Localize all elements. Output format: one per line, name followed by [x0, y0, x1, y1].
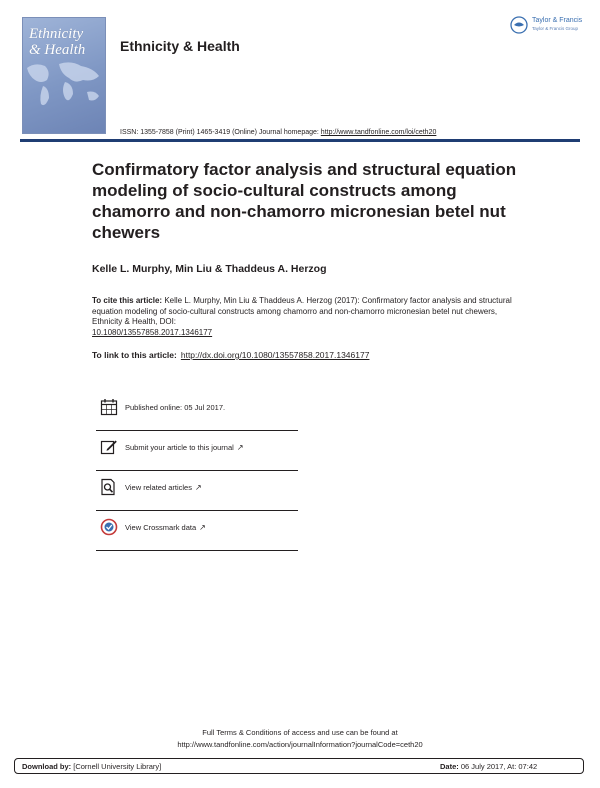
issn-line	[120, 129, 436, 136]
publisher-logo-subtext: Taylor & Francis Group	[532, 26, 579, 31]
crossmark-row[interactable]	[96, 511, 298, 551]
external-link-icon: ↗	[194, 483, 202, 492]
downloaded-by: Download by: [Cornell University Library]	[22, 762, 162, 771]
crossmark-link[interactable]: View Crossmark data ↗	[125, 523, 206, 532]
submit-edit-icon	[100, 438, 118, 456]
journal-name: Ethnicity & Health	[120, 38, 240, 54]
publisher-logo[interactable]	[510, 16, 584, 38]
published-online-text: Published online: 05 Jul 2017.	[125, 403, 226, 412]
download-date: Date: 06 July 2017, At: 07:42	[440, 762, 538, 771]
submit-article-link[interactable]: Submit your article to this journal ↗	[125, 443, 244, 452]
crossmark-icon	[100, 518, 118, 536]
citation-text: Kelle L. Murphy, Min Liu & Thaddeus A. Herzog (2017): Confirmatory factor analysis and structural equation modeling of socio-cultural constructs among chamorro and non-chamorro micronesian betel nut chewers, Ethnicity & Health, DOI:	[92, 296, 512, 326]
article-link-line	[92, 350, 369, 360]
published-online-row	[96, 391, 298, 431]
taylor-francis-logo-icon	[510, 16, 528, 34]
external-link-icon: ↗	[199, 523, 206, 532]
citation-doi-link[interactable]: 10.1080/13557858.2017.1346177	[92, 327, 213, 337]
related-articles-link[interactable]: View related articles ↗	[125, 483, 202, 492]
article-link-label: To link to this article:	[92, 350, 177, 360]
terms-line-1: Full Terms & Conditions of access and use can be found at	[202, 728, 398, 737]
article-title: Confirmatory factor analysis and structural equation modeling of socio-cultural constructs among chamorro and non-chamorro micronesian betel nut chewers	[92, 160, 517, 242]
citation-label: To cite this article:	[92, 296, 163, 305]
related-articles-search-icon	[100, 478, 118, 496]
cover-title: Ethnicity & Health	[29, 26, 86, 58]
article-authors: Kelle L. Murphy, Min Liu & Thaddeus A. Herzog	[92, 263, 327, 275]
related-articles-row[interactable]	[96, 471, 298, 511]
external-link-icon: ↗	[236, 443, 244, 452]
world-map-graphic	[23, 58, 106, 118]
calendar-icon	[100, 398, 118, 416]
terms-link[interactable]: http://www.tandfonline.com/action/journalInformation?journalCode=ceth20	[177, 740, 423, 749]
article-doi-link[interactable]: http://dx.doi.org/10.1080/13557858.2017.1346177	[180, 350, 370, 360]
publisher-logo-text: Taylor & Francis	[532, 17, 583, 24]
journal-homepage-link[interactable]: http://www.tandfonline.com/loi/ceth20	[320, 129, 437, 136]
issn-text: ISSN: 1355-7858 (Print) 1465-3419 (Online) Journal homepage:	[120, 129, 321, 136]
article-actions-list	[96, 391, 298, 551]
terms-and-conditions	[0, 727, 600, 751]
header-divider	[20, 139, 580, 142]
citation-block	[92, 296, 512, 338]
journal-cover-image	[22, 17, 106, 134]
submit-article-row[interactable]	[96, 431, 298, 471]
